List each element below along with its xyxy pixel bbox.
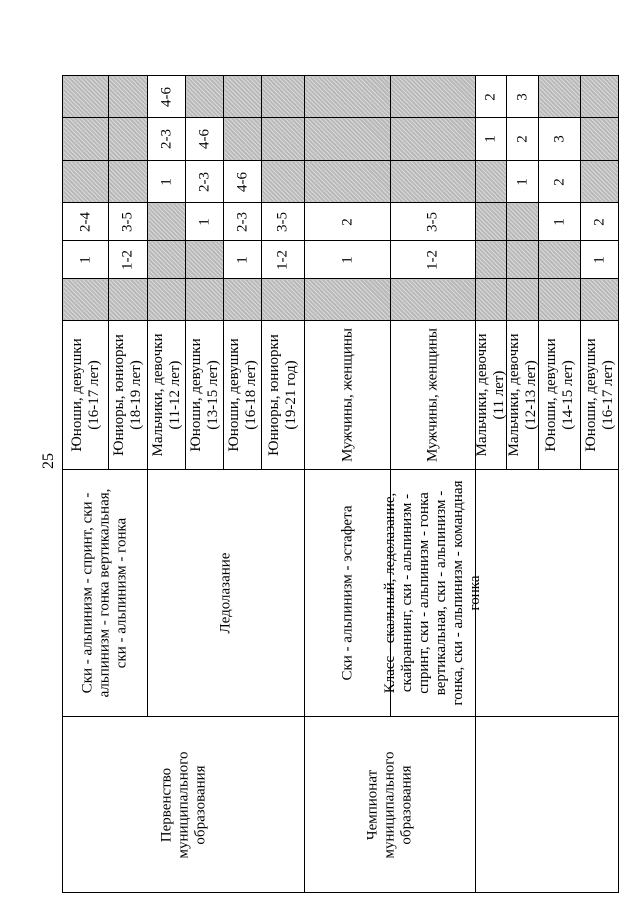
place-cell [391, 76, 476, 118]
age-group-cell [262, 321, 305, 470]
place-cell-text: 3 [514, 92, 530, 101]
place-cell-text: 1 [551, 217, 567, 226]
age-group-cell-text: Мальчики, девочки (11-12 лет) [149, 333, 183, 457]
place-cell [224, 279, 262, 321]
place-cell [305, 118, 391, 161]
place-cell-text: 1 [77, 255, 93, 264]
place-cell [63, 203, 109, 241]
age-group-cell-text: Юноши, девушки (13-15 лет) [187, 338, 221, 452]
page-number: 25 [40, 453, 57, 469]
place-cell [186, 203, 224, 241]
place-cell [109, 118, 148, 161]
age-group-cell [148, 321, 186, 470]
age-group-cell-text: Мужчины, женщины [424, 328, 441, 462]
place-cell [109, 279, 148, 321]
place-cell [224, 203, 262, 241]
place-cell [391, 241, 476, 279]
age-group-cell-text: Мальчики, девочки (11 лет) [474, 333, 507, 457]
place-cell-text: 3-5 [119, 211, 136, 232]
place-cell-text: 1-2 [424, 249, 441, 270]
place-cell-text: 2-3 [158, 129, 174, 149]
age-group-cell-text: Юниоры, юниорки (18-19 лет) [111, 334, 144, 456]
place-cell [507, 161, 539, 203]
place-cell [63, 161, 109, 203]
age-group-cell-text: Юноши, девушки (16-18 лет) [225, 338, 259, 452]
place-cell-text: 2 [514, 135, 530, 143]
place-cell [476, 161, 507, 203]
place-cell [224, 241, 262, 279]
place-cell [305, 241, 391, 279]
discipline-cell [148, 470, 305, 717]
place-cell [581, 241, 619, 279]
discipline-cell [382, 470, 483, 717]
discipline-cell-text: Ледолазание [217, 552, 234, 634]
age-group-cell-text: Юноши, девушки (16-17 лет) [582, 338, 616, 452]
place-cell [391, 279, 476, 321]
place-cell [581, 161, 619, 203]
place-cell [186, 279, 224, 321]
place-cell [539, 118, 581, 161]
place-cell-text: 2-4 [77, 211, 93, 232]
place-cell-text: 3 [551, 135, 567, 143]
place-cell-text: 2-3 [196, 171, 212, 192]
place-cell [262, 76, 305, 118]
place-cell-text: 2 [482, 92, 499, 101]
place-cell [148, 279, 186, 321]
place-cell [148, 241, 186, 279]
event-cell [63, 717, 305, 893]
place-cell-text: 3-5 [274, 211, 291, 232]
place-cell [262, 161, 305, 203]
place-cell [224, 118, 262, 161]
place-cell [539, 161, 581, 203]
place-cell [224, 76, 262, 118]
place-cell [148, 118, 186, 161]
place-cell-text: 4-6 [234, 171, 250, 192]
event-cell [305, 717, 476, 893]
place-cell [305, 76, 391, 118]
place-cell [109, 161, 148, 203]
place-cell [63, 118, 109, 161]
classification-table [62, 75, 619, 893]
place-cell [476, 241, 507, 279]
place-cell [507, 279, 539, 321]
age-group-cell-text: Мужчины, женщины [339, 328, 355, 462]
place-cell-text: 1 [158, 177, 174, 186]
place-cell [109, 203, 148, 241]
event-cell-text: Первенство муниципального образования [158, 750, 208, 859]
place-cell [476, 118, 507, 161]
place-cell [148, 76, 186, 118]
place-cell-text: 1 [339, 255, 355, 264]
place-cell-text: 1 [482, 135, 499, 143]
age-group-cell [581, 321, 619, 470]
place-cell-text: 1 [234, 255, 250, 264]
age-group-cell [539, 321, 581, 470]
place-cell [539, 203, 581, 241]
place-cell [148, 161, 186, 203]
discipline-cell-text: Класс - скальный, ледолазание, скайраннинг, ски - альпинизм - спринт, ски - альпинизм - гонка вертикальная, ски - альпинизм - гонка, ски - альпинизм - командная гонка [382, 480, 483, 706]
place-cell [63, 241, 109, 279]
place-cell-text: 2-3 [234, 211, 250, 232]
place-cell [581, 203, 619, 241]
place-cell [186, 241, 224, 279]
age-group-cell [63, 321, 109, 470]
place-cell [476, 203, 507, 241]
place-cell [109, 241, 148, 279]
age-group-cell [224, 321, 262, 470]
place-cell-text: 2 [591, 217, 607, 226]
age-group-cell [186, 321, 224, 470]
place-cell [186, 161, 224, 203]
place-cell-text: 3-5 [424, 211, 441, 232]
age-group-cell [476, 321, 507, 470]
place-cell [224, 161, 262, 203]
place-cell [148, 203, 186, 241]
place-cell [581, 118, 619, 161]
place-cell [507, 241, 539, 279]
place-cell [63, 76, 109, 118]
place-cell [507, 118, 539, 161]
place-cell-text: 1 [196, 217, 212, 226]
discipline-cell-text: Ски - альпинизм - спринт, ски - альпинизм - гонка вертикальная, ски - альпинизм - гонка [79, 488, 130, 698]
place-cell [476, 76, 507, 118]
place-cell-text: 2 [339, 217, 355, 226]
place-cell [262, 279, 305, 321]
place-cell [391, 118, 476, 161]
event-cell-text: Чемпионат муниципального образования [364, 750, 415, 859]
age-group-cell-text: Мальчики, девочки (12-13 лет) [505, 333, 539, 457]
place-cell-text: 4-6 [158, 86, 174, 107]
age-group-cell [109, 321, 148, 470]
discipline-cell [476, 470, 619, 717]
place-cell-text: 1 [514, 177, 530, 186]
place-cell [476, 279, 507, 321]
place-cell [539, 76, 581, 118]
age-group-cell [305, 321, 391, 470]
discipline-cell [63, 470, 148, 717]
discipline-cell-text: Ски - альпинизм - эстафета [339, 505, 355, 681]
place-cell [539, 241, 581, 279]
age-group-cell-text: Юноши, девушки (14-15 лет) [542, 338, 576, 452]
discipline-cell [305, 470, 391, 717]
place-cell [109, 76, 148, 118]
age-group-cell-text: Юниоры, юниорки (19-21 год) [266, 334, 299, 456]
place-cell [581, 279, 619, 321]
place-cell [539, 279, 581, 321]
place-cell-text: 1-2 [274, 249, 291, 270]
place-cell [262, 241, 305, 279]
place-cell [186, 118, 224, 161]
place-cell [262, 203, 305, 241]
place-cell [262, 118, 305, 161]
place-cell-text: 2 [551, 177, 567, 186]
place-cell [507, 76, 539, 118]
place-cell [63, 279, 109, 321]
age-group-cell [391, 321, 476, 470]
place-cell [581, 76, 619, 118]
place-cell [186, 76, 224, 118]
place-cell [305, 279, 391, 321]
place-cell-text: 1 [591, 255, 607, 264]
place-cell-text: 4-6 [196, 129, 212, 149]
age-group-cell [507, 321, 539, 470]
event-cell [476, 717, 619, 893]
place-cell [507, 203, 539, 241]
place-cell-text: 1-2 [119, 249, 136, 270]
age-group-cell-text: Юноши, девушки (16-17 лет) [68, 338, 102, 452]
